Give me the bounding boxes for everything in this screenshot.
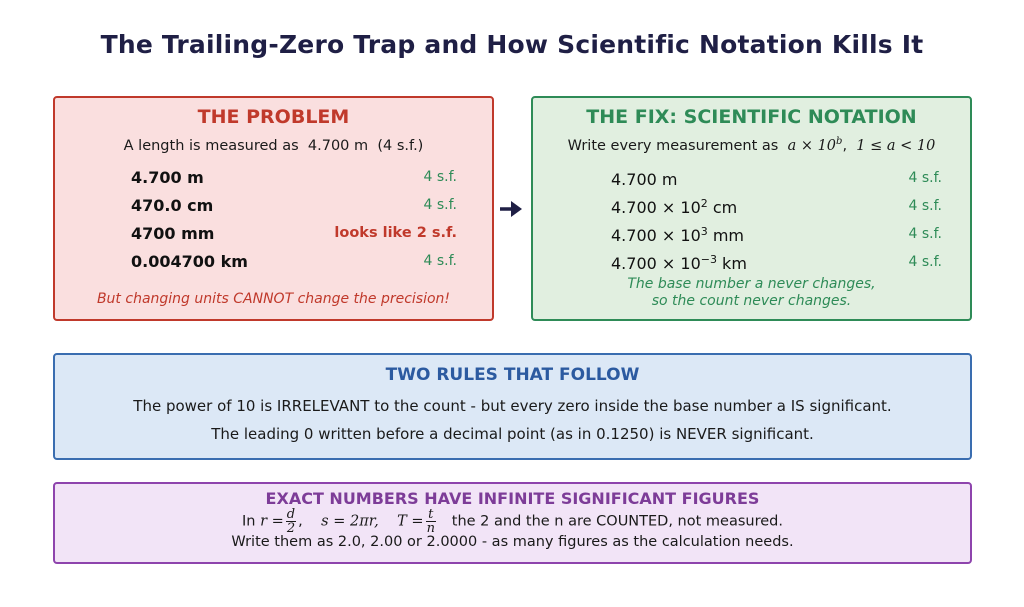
fix-row-sf: 4 s.f. [908, 198, 942, 214]
exact-heading: EXACT NUMBERS HAVE INFINITE SIGNIFICANT FIGURES [265, 489, 760, 508]
problem-intro: A length is measured as 4.700 m (4 s.f.) [123, 138, 424, 154]
problem-row-value: 4.700 m [131, 168, 204, 187]
fix-row-value: 4.700 m [611, 170, 678, 189]
fix-heading: THE FIX: SCIENTIFIC NOTATION [586, 106, 917, 128]
eq1-lhs: r = [260, 513, 284, 530]
page-title: The Trailing-Zero Trap and How Scientific Notation Kills It [100, 30, 924, 59]
exact-panel [53, 482, 972, 564]
problem-row-value: 4700 mm [131, 224, 215, 243]
problem-row [131, 168, 457, 190]
eq3-lhs: T = [397, 513, 424, 530]
problem-row [131, 196, 457, 218]
problem-row-value: 470.0 cm [131, 196, 214, 215]
fix-footer [533, 276, 970, 310]
rules-line2: The leading 0 written before a decimal point (as in 0.1250) is NEVER significant. [211, 425, 814, 443]
fix-row-sf: 4 s.f. [908, 226, 942, 242]
fix-row-value: $4.700 \times 10^2$ cm [611, 197, 738, 217]
fix-row-value: $4.700 \times 10^{-3}$ km [611, 253, 747, 273]
problem-row [131, 252, 457, 274]
fix-row-sf: 4 s.f. [908, 254, 942, 270]
fix-footer-line1: The base number a never changes, [627, 276, 876, 292]
exact-line1: In r = $\frac{d}{2}$ , s = 2πr, T = $\frac{t}{n}$ the 2 and the n are COUNTED, not measured. [242, 507, 783, 536]
problem-row-sf-warning: looks like 2 s.f. [334, 225, 457, 241]
fix-row-sf: 4 s.f. [908, 170, 942, 186]
fix-intro: Write every measurement as $a \times 10^b$, 1 ≤ a < 10 [567, 136, 936, 154]
problem-row-sf: 4 s.f. [423, 169, 457, 185]
fix-intro-exp: b [836, 136, 843, 147]
fix-row [611, 169, 942, 191]
eq3-fraction: $\frac{t}{n}$ [426, 507, 435, 536]
problem-row-sf: 4 s.f. [423, 197, 457, 213]
problem-heading: THE PROBLEM [197, 106, 350, 128]
rules-line1: The power of 10 is IRRELEVANT to the count - but every zero inside the base number a IS significant. [133, 397, 892, 415]
rules-panel [53, 353, 972, 460]
fix-panel [531, 96, 972, 321]
fix-intro-cond: 1 ≤ a < 10 [856, 137, 936, 154]
fix-row-value: $4.700 \times 10^3$ mm [611, 225, 745, 245]
fix-row [611, 197, 942, 219]
fix-row [611, 253, 942, 275]
exact-in: In [242, 513, 256, 530]
right-arrow-icon [498, 199, 524, 219]
fix-intro-text: Write every measurement as [567, 137, 779, 154]
fix-row [611, 225, 942, 247]
exact-line1-tail: the 2 and the n are COUNTED, not measured. [451, 513, 783, 530]
problem-row-sf: 4 s.f. [423, 253, 457, 269]
problem-row-value: 0.004700 km [131, 252, 248, 271]
problem-row [131, 224, 457, 246]
eq2: s = 2πr, [321, 513, 379, 530]
problem-footer: But changing units CANNOT change the precision! [96, 291, 451, 307]
exact-line2: Write them as 2.0, 2.00 or 2.0000 - as many figures as the calculation needs. [231, 534, 794, 550]
eq1-fraction: $\frac{d}{2}$ [286, 507, 296, 536]
fix-intro-form: a × 10 [787, 137, 837, 154]
problem-panel [53, 96, 494, 321]
rules-heading: TWO RULES THAT FOLLOW [385, 365, 640, 385]
fix-footer-line2: so the count never changes. [651, 293, 852, 309]
